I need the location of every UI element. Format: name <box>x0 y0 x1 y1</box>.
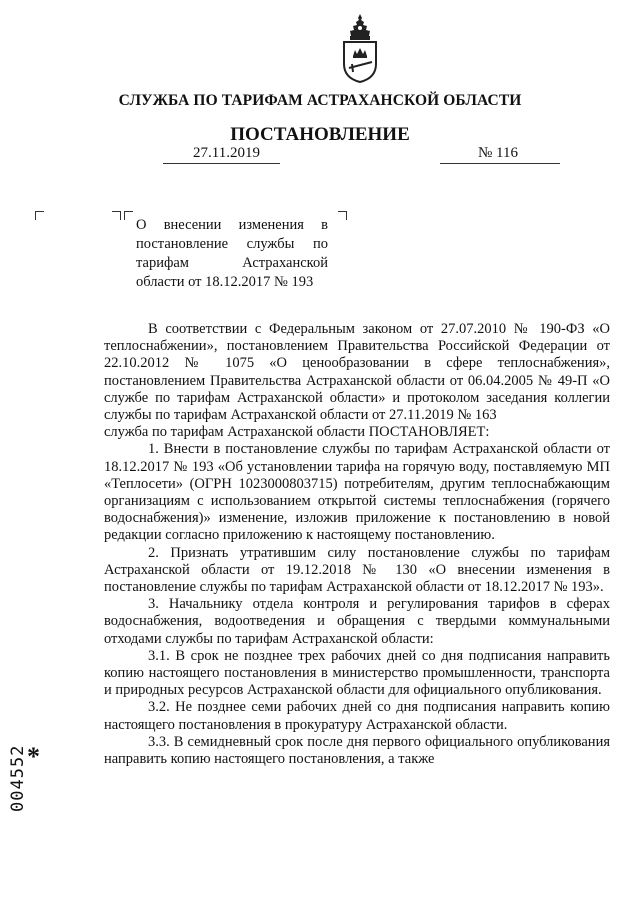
bracket-left-inner-2 <box>124 211 133 220</box>
paragraph-3-3: 3.3. В семидневный срок после дня первого официального опубликования направить копию настоящего постановления, а также <box>104 733 610 768</box>
paragraph-1: 1. Внести в постановление службы по тарифам Астраханской области от 18.12.2017 № 193 «Об установлении тарифа на горячую воду, поставляемую МП «Теплосети» (ОГРН 1023000803715) потребителям, другим теплоснабжающим организациям с использованием открытой системы теплоснабжения (горячего водоснабжения)» изменение, изложив приложение к постановлению в новой редакции согласно приложению к настоящему постановлению. <box>104 441 610 544</box>
document-number: № 116 <box>478 145 519 161</box>
stamp-star: * <box>27 742 40 771</box>
number-underline <box>440 163 560 164</box>
paragraph-3-2: 3.2. Не позднее семи рабочих дней со дня подписания направить копию настоящего постановления в прокуратуру Астраханской области. <box>104 699 610 733</box>
agency-name: СЛУЖБА ПО ТАРИФАМ АСТРАХАНСКОЙ ОБЛАСТИ <box>118 92 522 109</box>
bracket-left-outer <box>35 211 44 220</box>
paragraph-3: 3. Начальнику отдела контроля и регулирования тарифов в сферах водоснабжения, водоотведения и обращения с твердыми коммунальными отходами службы по тарифам Астраханской области: <box>104 596 610 647</box>
bracket-left-inner-1 <box>112 211 121 220</box>
coat-of-arms-icon <box>339 12 381 84</box>
decree-line: служба по тарифам Астраханской области ПОСТАНОВЛЯЕТ: <box>104 424 490 441</box>
document-body <box>104 321 610 768</box>
document-date: 27.11.2019 <box>193 145 260 161</box>
stamp-number: 004552 <box>8 744 28 812</box>
date-underline <box>163 163 280 164</box>
paragraph-2: 2. Признать утратившим силу постановление службы по тарифам Астраханской области от 19.12.2018 № 130 «О внесении изменения в постановление службы по тарифам Астраханской области от 18.12.2017 № 193». <box>104 544 610 596</box>
intro-paragraph: В соответствии с Федеральным законом от 27.07.2010 № 190-ФЗ «О теплоснабжении», постановлением Правительства Российской Федерации от 22.10.2012 № 1075 «О ценообразовании в сфере теплоснабжения», постановлением Правительства Астраханской области от 06.04.2005 № 49-П «О службе по тарифам Астраханской области» и протоколом заседания коллегии службы по тарифам Астраханской области от 27.11.2019 № 163 <box>104 321 610 424</box>
bracket-right <box>338 211 347 220</box>
paragraph-3-1: 3.1. В срок не позднее трех рабочих дней со дня подписания направить копию настоящего постановления в министерство промышленности, транспорта и природных ресурсов Астраханской области для официального опубликования. <box>104 647 610 699</box>
document-type: ПОСТАНОВЛЕНИЕ <box>230 124 410 145</box>
document-subject: О внесении изменения в постановление службы по тарифам Астраханской области от 18.12.2017 № 193 <box>136 217 328 290</box>
